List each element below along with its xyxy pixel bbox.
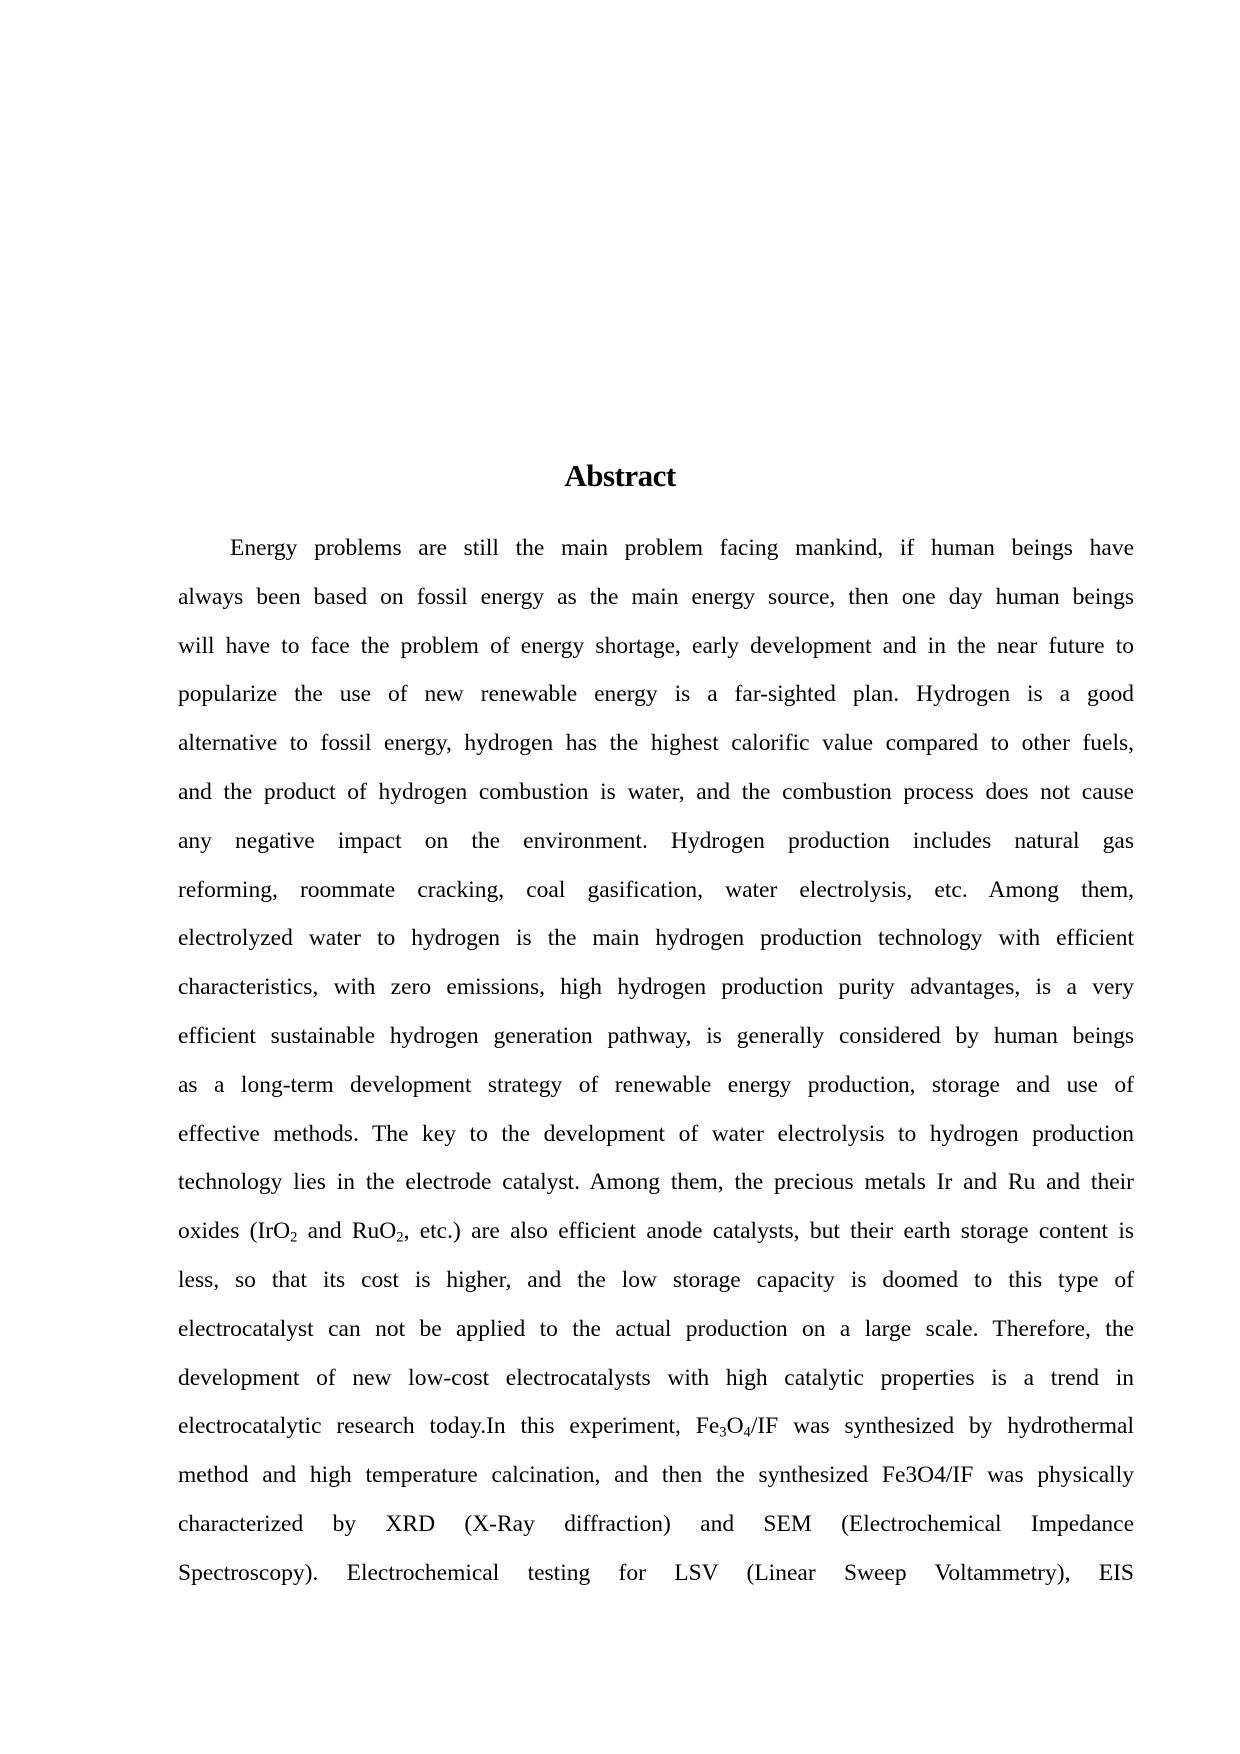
paragraph-line: will have to face the problem of energy shortage, early development and in the near future to	[178, 632, 1134, 659]
paragraph-line: and the product of hydrogen combustion is water, and the combustion process does not cause	[178, 778, 1134, 805]
paragraph-line: development of new low-cost electrocatalysts with high catalytic properties is a trend in	[178, 1364, 1134, 1391]
paragraph-line: popularize the use of new renewable energy is a far-sighted plan. Hydrogen is a good	[178, 681, 1134, 708]
paragraph-line: reforming, roommate cracking, coal gasification, water electrolysis, etc. Among them,	[178, 876, 1134, 903]
paragraph-line: electrocatalyst can not be applied to the actual production on a large scale. Therefore, the	[178, 1315, 1134, 1342]
paragraph-line: effective methods. The key to the development of water electrolysis to hydrogen production	[178, 1120, 1134, 1147]
abstract-paragraph	[178, 530, 1134, 1604]
paragraph-line: technology lies in the electrode catalyst. Among them, the precious metals Ir and Ru and their	[178, 1169, 1134, 1196]
paragraph-line-subscript: electrocatalytic research today.In this experiment, $Fe_3O_4/IF$ was synthesized by hydrothermal	[178, 1413, 1134, 1441]
paragraph-line: Energy problems are still the main problem facing mankind, if human beings have	[230, 535, 1134, 561]
paragraph-line: less, so that its cost is higher, and the low storage capacity is doomed to this type of	[178, 1266, 1134, 1293]
paragraph-line: characterized by XRD (X-Ray diffraction) and SEM (Electrochemical Impedance	[178, 1510, 1134, 1537]
paragraph-line-subscript: oxides (IrO$_2$ and RuO$_2$, etc.) are also efficient anode catalysts, but their earth storage content is	[178, 1218, 1135, 1246]
paragraph-line: always been based on fossil energy as the main energy source, then one day human beings	[178, 583, 1134, 610]
paragraph-line: efficient sustainable hydrogen generation pathway, is generally considered by human beings	[178, 1022, 1134, 1049]
paragraph-line: any negative impact on the environment. Hydrogen production includes natural gas	[178, 827, 1134, 854]
abstract-heading: Abstract	[564, 458, 676, 493]
paragraph-line: alternative to fossil energy, hydrogen has the highest calorific value compared to other fuels,	[178, 730, 1134, 757]
paragraph-line: method and high temperature calcination, and then the synthesized Fe3O4/IF was physically	[178, 1462, 1134, 1489]
paragraph-line: characteristics, with zero emissions, high hydrogen production purity advantages, is a very	[178, 974, 1134, 1001]
paragraph-line: Spectroscopy). Electrochemical testing for LSV (Linear Sweep Voltammetry), EIS	[178, 1559, 1134, 1586]
paragraph-line: as a long-term development strategy of renewable energy production, storage and use of	[178, 1071, 1134, 1098]
paragraph-line: electrolyzed water to hydrogen is the main hydrogen production technology with efficient	[178, 925, 1134, 952]
